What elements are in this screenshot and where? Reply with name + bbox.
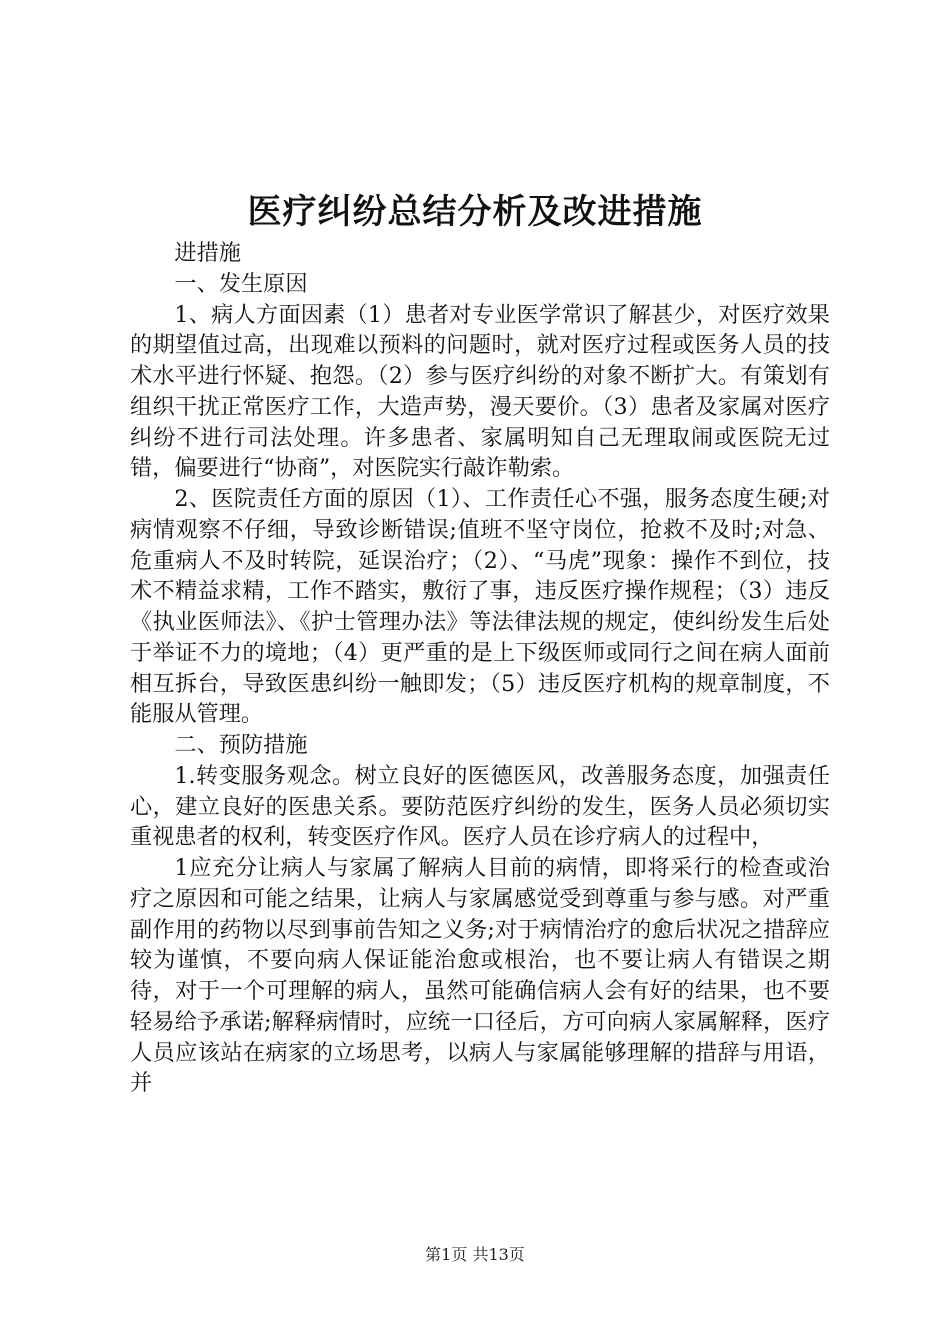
paragraph-informing-patients: 1应充分让病人与家属了解病人目前的病情，即将采行的检查或治疗之原因和可能之结果，让病人与家属感觉受到尊重与参与感。对严重副作用的药物以尽到事前告知之义务;对于病情治疗的愈后状况之措辞应较为谨慎，不要向病人保证能治愈或根治，也不要让病人有错误之期待，对于一个可理解的病人，虽然可能确信病人会有好的结果，也不要轻易给予承诺;解释病情时，应统一口径后，方可向病人家属解释，医疗人员应该站在病家的立场思考，以病人与家属能够理解的措辞与用语，并 (130, 855, 830, 1097)
page-number: 第1页 共13页 (425, 1245, 525, 1264)
section-heading-prevention: 二、预防措施 (174, 732, 308, 758)
paragraph-patient-factors: 1、病人方面因素（1）患者对专业医学常识了解甚少，对医疗效果的期望值过高，出现难以预料的问题时，就对医疗过程或医务人员的技术水平进行怀疑、抱怨。（2）参与医疗纠纷的对象不断扩大。有策划有组织干扰正常医疗工作，大造声势，漫天要价。（3）患者及家属对医疗纠纷不进行司法处理。许多患者、家属明知自己无理取闹或医院无过错，偏要进行“协商”，对医院实行敲诈勒索。 (130, 301, 830, 482)
paragraph-service-concept: 1.转变服务观念。树立良好的医德医风，改善服务态度，加强责任心，建立良好的医患关系。要防范医疗纠纷的发生，医务人员必须切实重视患者的权利，转变医疗作风。医疗人员在诊疗病人的过程中， (130, 762, 830, 851)
document-title: 医疗纠纷总结分析及改进措施 (247, 192, 703, 232)
section-heading-causes: 一、发生原因 (174, 270, 308, 297)
paragraph-hospital-factors: 2、医院责任方面的原因（1）、工作责任心不强，服务态度生硬;对病情观察不仔细，导致诊断错误;值班不坚守岗位，抢救不及时;对急、危重病人不及时转院，延误治疗；（2）、“马虎”现象：操作不到位，技术不精益求精，工作不踏实，敷衍了事，违反医疗操作规程；（3）违反《执业医师法》、《护士管理办法》等法律法规的规定，使纠纷发生后处于举证不力的境地；（4）更严重的是上下级医师或同行之间在病人面前相互拆台，导致医患纠纷一触即发；（5）违反医疗机构的规章制度，不能服从管理。 (130, 486, 830, 728)
document-body (130, 238, 830, 1099)
paragraph-intro: 进措施 (174, 240, 241, 266)
